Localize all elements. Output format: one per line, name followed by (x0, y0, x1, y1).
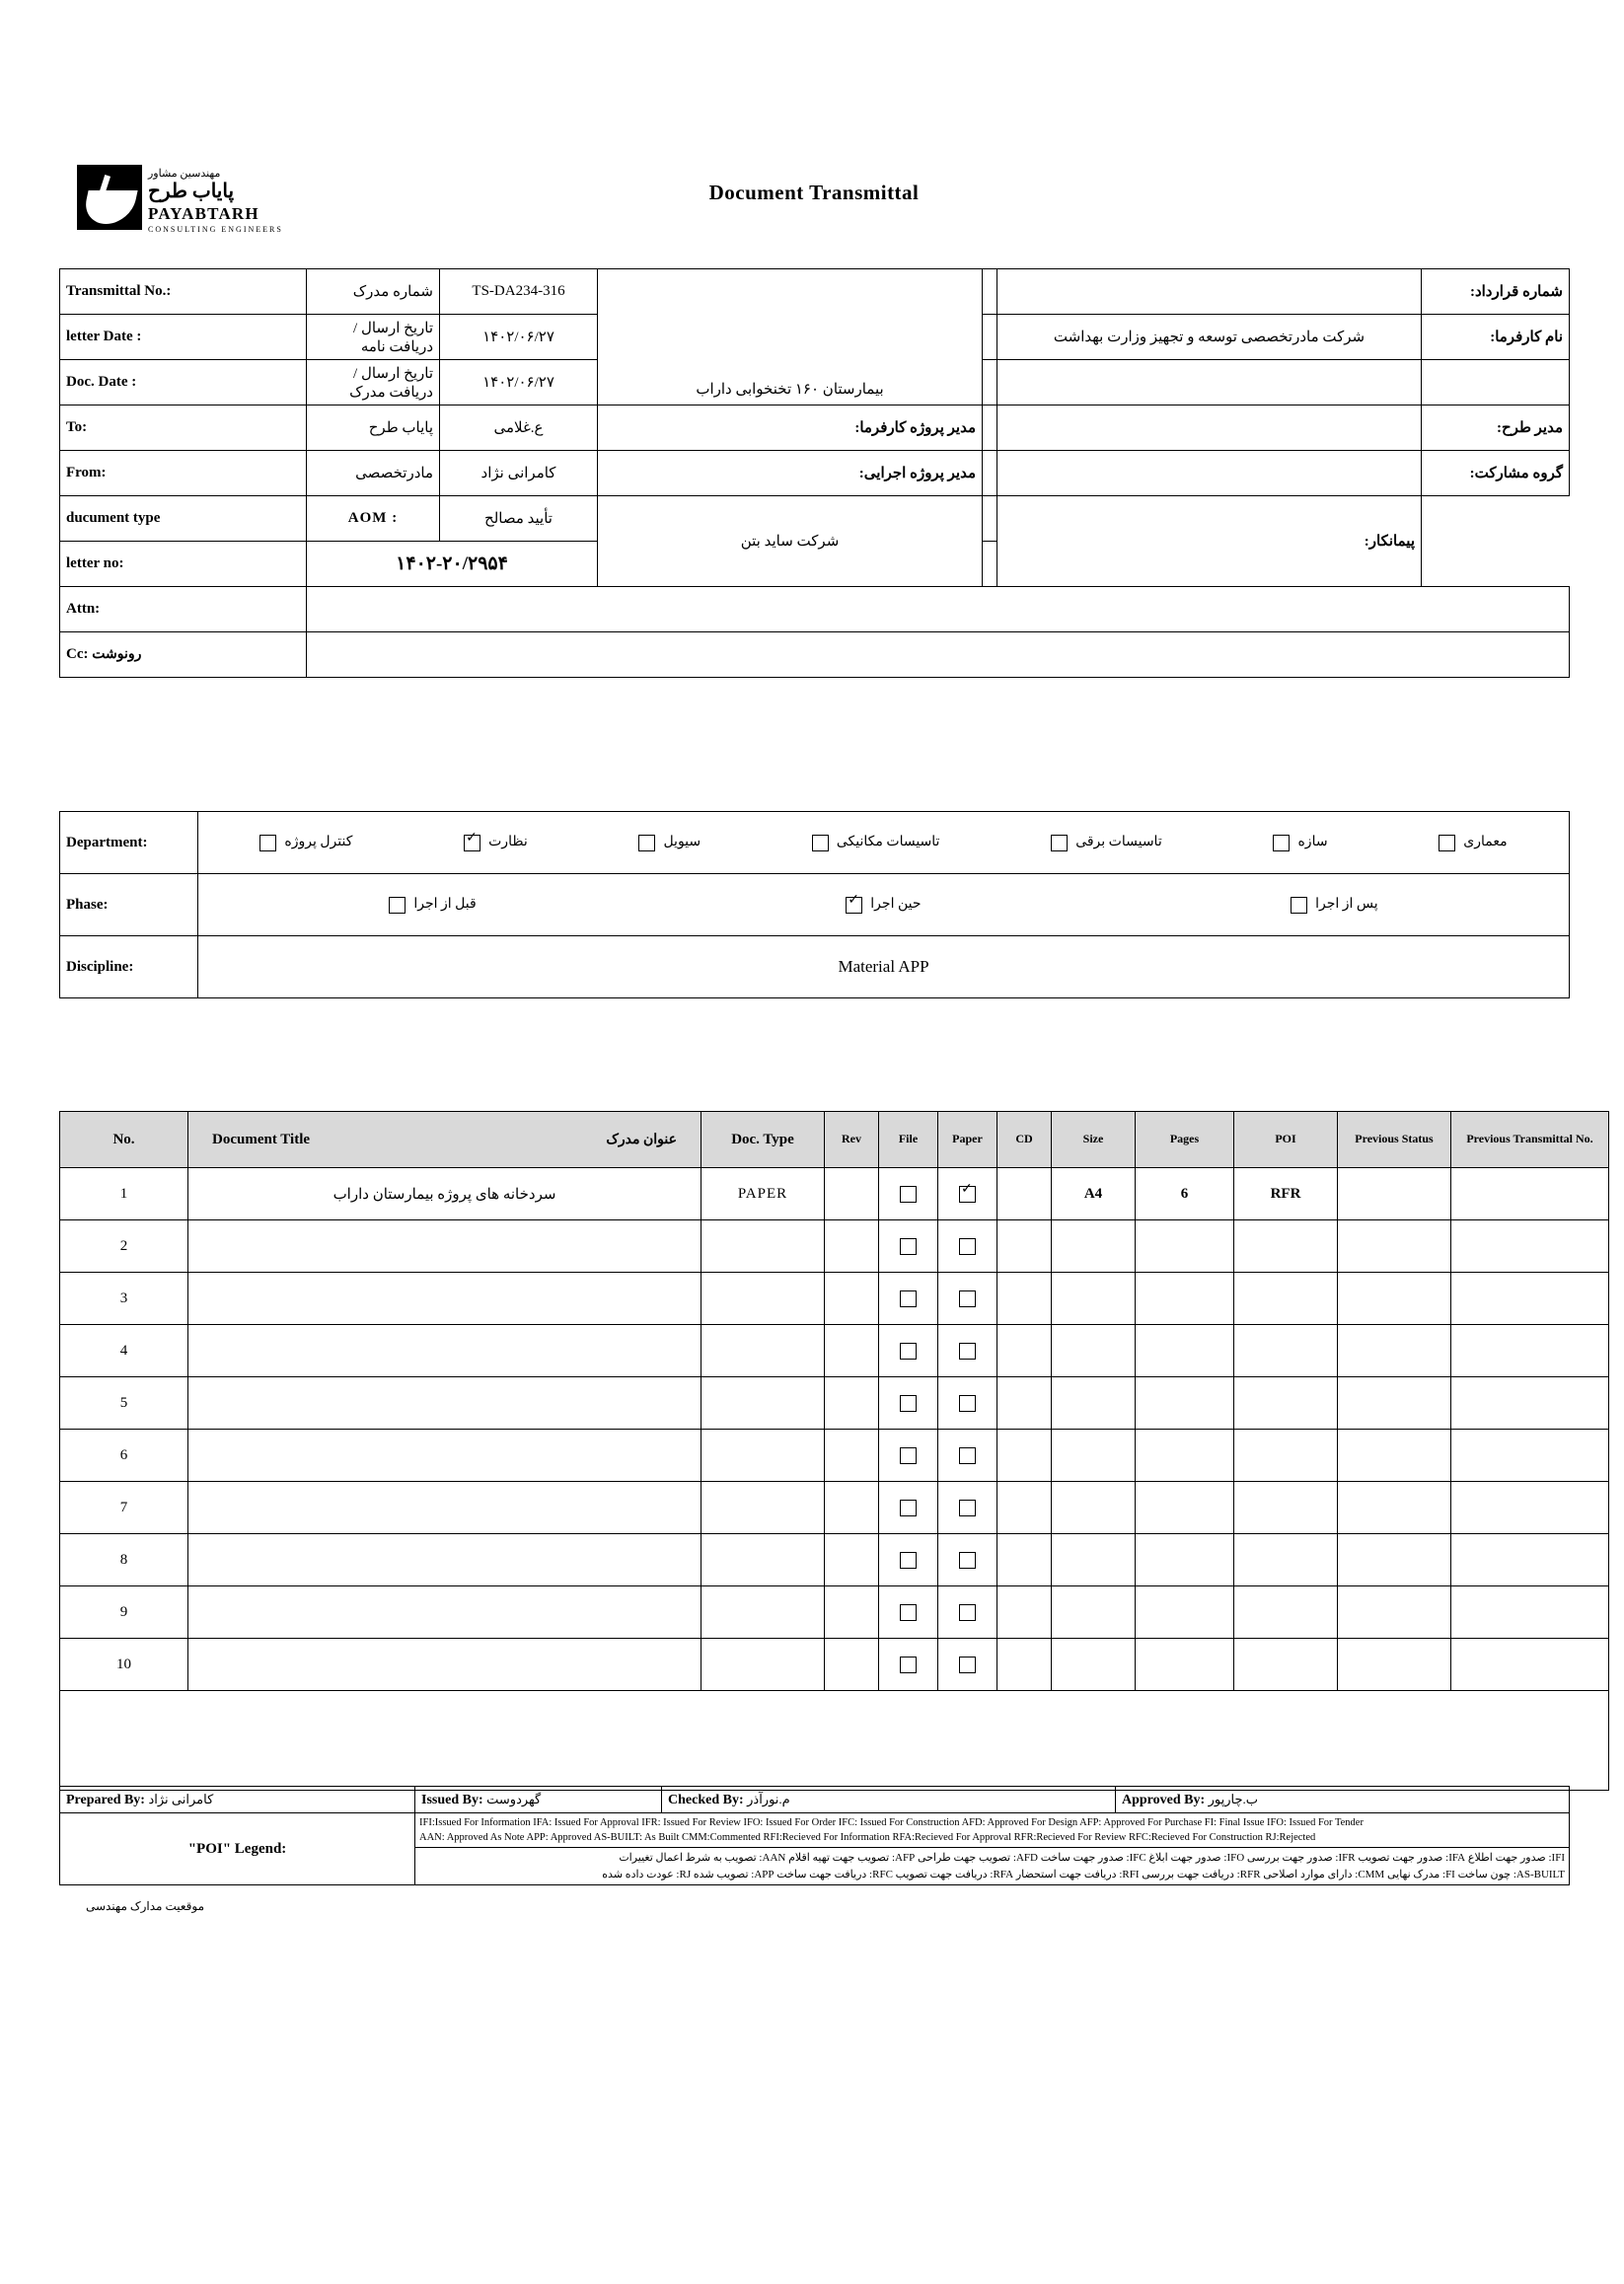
blank-value (997, 360, 1422, 405)
dept-option-label: تاسیسات برقی (1075, 835, 1162, 850)
to-value-fa: پایاب طرح (307, 405, 440, 451)
row-prev-transmittal (1451, 1273, 1609, 1325)
dept-checkbox-control[interactable] (259, 835, 276, 851)
row-cd (997, 1430, 1052, 1482)
table-row (60, 1639, 1609, 1691)
row-paper-cell (938, 1273, 997, 1325)
row-size (1052, 1273, 1136, 1325)
row-poi (1234, 1639, 1338, 1691)
row-paper-checkbox[interactable] (959, 1500, 976, 1516)
row-doc-type (701, 1430, 825, 1482)
approved-by-label: Approved By: (1122, 1792, 1206, 1807)
row-poi: RFR (1234, 1168, 1338, 1220)
row-file-cell (879, 1220, 938, 1273)
from-value-fa: مادرتخصصی (307, 451, 440, 496)
row-prev-transmittal (1451, 1220, 1609, 1273)
row-size (1052, 1325, 1136, 1377)
prepared-by-cell (60, 1787, 415, 1813)
row-doc-type: PAPER (701, 1168, 825, 1220)
phase-option-label: پس از اجرا (1315, 897, 1378, 913)
row-paper-cell (938, 1168, 997, 1220)
phase-option-label: حین اجرا (870, 897, 922, 913)
dept-option-nezarat[interactable] (464, 834, 528, 850)
row-rev (825, 1586, 879, 1639)
poi-legend-fa (415, 1848, 1570, 1885)
row-cd (997, 1534, 1052, 1586)
poi-legend-fa-line2: AS-BUILT: چون ساخت FI: مدرک نهایی CMM: دارای موارد اصلاحی RFR: دریافت جهت بررسی RFI: دریافت جهت استحضار RFA: دریافت جهت تصویب RFC: دریافت جهت ساخت APP: تصویب شده RJ: عودت داده شده (602, 1868, 1565, 1880)
row-paper-cell (938, 1586, 997, 1639)
phase-option-label: قبل از اجرا (413, 897, 477, 913)
attn-value (307, 587, 1570, 632)
row-no: 9 (60, 1586, 188, 1639)
table-row (60, 1586, 1609, 1639)
row-prev-transmittal (1451, 1168, 1609, 1220)
discipline-label: Discipline: (60, 936, 198, 998)
table-row (60, 405, 1570, 451)
discipline-value: Material APP (198, 936, 1570, 998)
row-pages (1136, 1430, 1234, 1482)
dept-option-label: سیویل (663, 835, 701, 850)
row-paper-checkbox[interactable] (959, 1552, 976, 1569)
row-title (188, 1482, 701, 1534)
dept-checkbox-nezarat[interactable] (464, 835, 480, 851)
row-cd (997, 1273, 1052, 1325)
row-doc-type (701, 1586, 825, 1639)
table-row (60, 451, 1570, 496)
table-row (60, 874, 1570, 936)
row-paper-checkbox[interactable] (959, 1290, 976, 1307)
dept-checkbox-sazeh[interactable] (1273, 835, 1290, 851)
dept-option-memari[interactable] (1439, 834, 1507, 850)
phase-label: Phase: (60, 874, 198, 936)
signature-legend-table (59, 1786, 1570, 1885)
prepared-by-label: Prepared By: (66, 1792, 145, 1807)
row-title (188, 1220, 701, 1273)
doc-date-label: Doc. Date : (60, 360, 307, 405)
dept-option-label: معماری (1463, 835, 1508, 850)
row-size (1052, 1482, 1136, 1534)
row-file-cell (879, 1430, 938, 1482)
employer-name-value: شرکت مادرتخصصی توسعه و تجهیز وزارت بهداشت (997, 315, 1422, 360)
row-rev (825, 1430, 879, 1482)
row-size (1052, 1377, 1136, 1430)
table-row (60, 1482, 1609, 1534)
doc-date-label-fa: تاریخ ارسال /دریافت مدرک (307, 360, 440, 405)
doc-date-value: ۱۴۰۲/۰۶/۲۷ (440, 360, 598, 405)
letter-date-label-fa: تاریخ ارسال /دریافت نامه (307, 315, 440, 360)
table-row (60, 269, 1570, 315)
spacer-cell (983, 496, 997, 542)
row-title (188, 1534, 701, 1586)
row-file-cell (879, 1168, 938, 1220)
dept-option-label: تاسیسات مکانیکی (836, 835, 940, 850)
row-no: 4 (60, 1325, 188, 1377)
row-size (1052, 1220, 1136, 1273)
document-type-label: ducument type (60, 496, 307, 542)
spacer-cell (983, 360, 997, 405)
row-prev-status (1338, 1482, 1451, 1534)
legend-row (60, 1813, 1570, 1848)
document-type-value-fa: تأیید مصالح (440, 496, 598, 542)
row-prev-status (1338, 1586, 1451, 1639)
row-file-checkbox[interactable] (900, 1552, 917, 1569)
checked-by-value: م.نورآذر (747, 1791, 790, 1806)
executive-pm-value: کامرانی نژاد (440, 451, 598, 496)
row-doc-type (701, 1273, 825, 1325)
dept-option-barghi[interactable] (1051, 834, 1162, 850)
table-row (60, 1273, 1609, 1325)
poi-legend-en-line1: IFI:Issued For Information IFA: Issued For Approval IFR: Issued For Review IFO: Issued For Order IFC: Issued For Construction AFD: Approved For Design AFP: Approved For Purchase FI: Final Issue IFO: Issued For Tender (419, 1817, 1364, 1828)
contractor-name-value: شرکت ساید بتن (598, 496, 983, 587)
approved-by-value: ب.چارپور (1208, 1791, 1259, 1806)
row-paper-checkbox[interactable] (959, 1604, 976, 1621)
row-paper-cell (938, 1639, 997, 1691)
row-file-cell (879, 1273, 938, 1325)
row-pages (1136, 1586, 1234, 1639)
row-size (1052, 1586, 1136, 1639)
row-file-cell (879, 1325, 938, 1377)
checked-by-label: Checked By: (668, 1792, 744, 1807)
cc-value (307, 632, 1570, 678)
page-title: Document Transmittal (708, 181, 920, 204)
logo-en-sub: CONSULTING ENGINEERS (148, 225, 283, 234)
row-paper-cell (938, 1482, 997, 1534)
letter-date-label: letter Date : (60, 315, 307, 360)
row-no: 1 (60, 1168, 188, 1220)
row-pages (1136, 1220, 1234, 1273)
row-size (1052, 1639, 1136, 1691)
row-file-checkbox[interactable] (900, 1395, 917, 1412)
row-poi (1234, 1430, 1338, 1482)
row-prev-status (1338, 1639, 1451, 1691)
row-file-checkbox[interactable] (900, 1186, 917, 1203)
document-header (59, 153, 1569, 252)
dept-option-sazeh[interactable] (1273, 834, 1327, 850)
row-no: 2 (60, 1220, 188, 1273)
dept-option-label: نظارت (488, 835, 528, 850)
row-file-cell (879, 1482, 938, 1534)
phase-option-during[interactable] (846, 896, 921, 913)
row-poi (1234, 1220, 1338, 1273)
row-cd (997, 1586, 1052, 1639)
row-rev (825, 1325, 879, 1377)
row-paper-cell (938, 1430, 997, 1482)
row-pages (1136, 1482, 1234, 1534)
transmittal-no-label-fa: شماره مدرک (307, 269, 440, 315)
row-no: 5 (60, 1377, 188, 1430)
row-poi (1234, 1273, 1338, 1325)
row-title (188, 1325, 701, 1377)
joint-venture-value (997, 451, 1422, 496)
table-row (60, 632, 1570, 678)
employer-pm-value: ع.غلامی (440, 405, 598, 451)
table-header-row (60, 1112, 1609, 1168)
department-table (59, 811, 1570, 998)
col-header-paper: Paper (938, 1112, 997, 1168)
row-rev (825, 1168, 879, 1220)
row-cd (997, 1220, 1052, 1273)
col-header-file: File (879, 1112, 938, 1168)
table-row (60, 1325, 1609, 1377)
row-prev-transmittal (1451, 1482, 1609, 1534)
spacer-cell (983, 542, 997, 587)
row-no: 3 (60, 1273, 188, 1325)
row-pages (1136, 1273, 1234, 1325)
spacer-cell (983, 405, 997, 451)
col-header-title (188, 1112, 701, 1168)
row-title (188, 1377, 701, 1430)
col-header-title-en: Document Title (212, 1131, 311, 1147)
row-prev-transmittal (1451, 1586, 1609, 1639)
to-label: To: (60, 405, 307, 451)
row-poi (1234, 1534, 1338, 1586)
row-no: 8 (60, 1534, 188, 1586)
row-paper-cell (938, 1220, 997, 1273)
col-header-pages: Pages (1136, 1112, 1234, 1168)
logo-fa-small: مهندسین مشاور (148, 168, 221, 180)
issued-by-value: گهردوست (486, 1791, 542, 1806)
row-file-cell (879, 1534, 938, 1586)
row-rev (825, 1273, 879, 1325)
dept-checkbox-mekaniki[interactable] (812, 835, 829, 851)
table-row (60, 1534, 1609, 1586)
letter-date-value: ۱۴۰۲/۰۶/۲۷ (440, 315, 598, 360)
dept-option-mekaniki[interactable] (812, 834, 940, 850)
blank-label (1422, 360, 1570, 405)
employer-name-label: نام کارفرما: (1422, 315, 1570, 360)
dept-checkbox-barghi[interactable] (1051, 835, 1068, 851)
row-file-checkbox[interactable] (900, 1238, 917, 1255)
col-header-doc-type: Doc. Type (701, 1112, 825, 1168)
row-title (188, 1430, 701, 1482)
phase-checkbox-before[interactable] (389, 897, 406, 914)
row-size (1052, 1534, 1136, 1586)
row-prev-status (1338, 1220, 1451, 1273)
col-header-rev: Rev (825, 1112, 879, 1168)
row-doc-type (701, 1639, 825, 1691)
spacer-cell (983, 451, 997, 496)
row-prev-status (1338, 1168, 1451, 1220)
row-cd (997, 1168, 1052, 1220)
row-title (188, 1639, 701, 1691)
row-pages (1136, 1639, 1234, 1691)
employer-pm-label: مدیر پروژه کارفرما: (598, 405, 983, 451)
row-paper-cell (938, 1325, 997, 1377)
row-rev (825, 1534, 879, 1586)
poi-legend-fa-line1: IFI: صدور جهت اطلاع IFA: صدور جهت تصویب IFR: صدور جهت بررسی IFO: صدور جهت ابلاغ IFC: صدور جهت ساخت AFD: تصویب جهت طراحی AFP: تصویب جهت تهیه اقلام AAN: تصویب به شرط اعمال تغییرات (619, 1852, 1565, 1865)
row-poi (1234, 1325, 1338, 1377)
project-name-value: بیمارستان ۱۶۰ تخنخوابی داراب (598, 269, 983, 405)
row-file-cell (879, 1377, 938, 1430)
dept-option-label: سازه (1297, 835, 1328, 850)
signature-row (60, 1787, 1570, 1813)
notes-area[interactable] (60, 1691, 1609, 1791)
notes-row (60, 1691, 1609, 1791)
col-header-poi: POI (1234, 1112, 1338, 1168)
table-row (60, 936, 1570, 998)
row-doc-type (701, 1534, 825, 1586)
row-title: سردخانه های پروژه بیمارستان داراب (188, 1168, 701, 1220)
row-no: 6 (60, 1430, 188, 1482)
row-file-checkbox[interactable] (900, 1447, 917, 1464)
row-paper-checkbox[interactable] (959, 1343, 976, 1360)
logo-fa-big: پایاب طرح (148, 181, 235, 202)
row-prev-status (1338, 1325, 1451, 1377)
spacer-cell (983, 269, 997, 315)
cc-label (60, 632, 307, 678)
poi-legend-en-line2: AAN: Approved As Note APP: Approved AS-BUILT: As Built CMM:Commented RFI:Recieved For Information RFA:Recieved For Approval RFR:Recieved For Review RFC:Recieved For Construction RJ:Rejected (419, 1832, 1316, 1844)
issued-by-label: Issued By: (421, 1792, 483, 1807)
row-cd (997, 1377, 1052, 1430)
row-paper-cell (938, 1534, 997, 1586)
poi-legend-label: "POI" Legend: (60, 1813, 415, 1885)
table-row (60, 1168, 1609, 1220)
row-rev (825, 1482, 879, 1534)
cc-label-en: Cc: (66, 646, 89, 662)
col-header-prev-transmittal: Previous Transmittal No. (1451, 1112, 1609, 1168)
checked-by-cell (662, 1787, 1116, 1813)
row-prev-status (1338, 1534, 1451, 1586)
row-pages (1136, 1377, 1234, 1430)
document-type-value: AOM : (307, 496, 440, 542)
phase-options (198, 874, 1570, 936)
phase-checkbox-during[interactable] (846, 897, 862, 914)
row-doc-type (701, 1482, 825, 1534)
row-poi (1234, 1586, 1338, 1639)
row-size: A4 (1052, 1168, 1136, 1220)
table-row (60, 1220, 1609, 1273)
logo-en: PAYABTARH (148, 204, 259, 223)
row-paper-checkbox[interactable] (959, 1186, 976, 1203)
phase-option-before[interactable] (389, 896, 476, 913)
table-row (60, 496, 1570, 542)
row-size (1052, 1430, 1136, 1482)
row-prev-transmittal (1451, 1430, 1609, 1482)
row-prev-transmittal (1451, 1377, 1609, 1430)
phase-checkbox-after[interactable] (1291, 897, 1307, 914)
row-file-checkbox[interactable] (900, 1343, 917, 1360)
row-file-checkbox[interactable] (900, 1604, 917, 1621)
row-rev (825, 1377, 879, 1430)
department-label: Department: (60, 812, 198, 874)
cc-label-fa: رونوشت (92, 647, 142, 662)
row-prev-transmittal (1451, 1534, 1609, 1586)
row-file-checkbox[interactable] (900, 1657, 917, 1673)
poi-legend-label-fa: موقعیت مدارک مهندسی (85, 1899, 205, 1913)
table-row (60, 1430, 1609, 1482)
row-no: 7 (60, 1482, 188, 1534)
row-paper-checkbox[interactable] (959, 1657, 976, 1673)
row-title (188, 1586, 701, 1639)
row-paper-checkbox[interactable] (959, 1238, 976, 1255)
col-header-prev-status: Previous Status (1338, 1112, 1451, 1168)
from-label: From: (60, 451, 307, 496)
col-header-title-fa: عنوان مدرک (606, 1132, 677, 1147)
prepared-by-value: کامرانی نژاد (148, 1791, 214, 1806)
dept-checkbox-civil[interactable] (638, 835, 655, 851)
dept-option-label: کنترل پروژه (284, 835, 353, 850)
row-paper-checkbox[interactable] (959, 1447, 976, 1464)
row-pages (1136, 1325, 1234, 1377)
col-header-no: No. (60, 1112, 188, 1168)
row-prev-status (1338, 1273, 1451, 1325)
row-doc-type (701, 1220, 825, 1273)
approved-by-cell (1116, 1787, 1570, 1813)
joint-venture-label: گروه مشارکت: (1422, 451, 1570, 496)
design-manager-label: مدیر طرح: (1422, 405, 1570, 451)
attn-label: Attn: (60, 587, 307, 632)
phase-option-after[interactable] (1291, 896, 1378, 913)
transmittal-no-value: TS-DA234-316 (440, 269, 598, 315)
row-cd (997, 1482, 1052, 1534)
row-prev-transmittal (1451, 1325, 1609, 1377)
row-pages (1136, 1534, 1234, 1586)
row-prev-status (1338, 1430, 1451, 1482)
issued-by-cell (415, 1787, 662, 1813)
transmittal-info-table (59, 268, 1570, 678)
row-title (188, 1273, 701, 1325)
col-header-size: Size (1052, 1112, 1136, 1168)
row-rev (825, 1639, 879, 1691)
row-no: 10 (60, 1639, 188, 1691)
row-prev-transmittal (1451, 1639, 1609, 1691)
transmittal-no-label: Transmittal No.: (60, 269, 307, 315)
row-doc-type (701, 1325, 825, 1377)
row-pages: 6 (1136, 1168, 1234, 1220)
spacer-cell (983, 315, 997, 360)
row-file-cell (879, 1639, 938, 1691)
employer-contract-value (997, 269, 1422, 315)
design-manager-value (997, 405, 1422, 451)
dept-option-control[interactable] (259, 834, 352, 850)
row-rev (825, 1220, 879, 1273)
row-doc-type (701, 1377, 825, 1430)
row-file-checkbox[interactable] (900, 1500, 917, 1516)
executive-pm-label: مدیر پروژه اجرایی: (598, 451, 983, 496)
row-cd (997, 1639, 1052, 1691)
row-paper-cell (938, 1377, 997, 1430)
row-prev-status (1338, 1377, 1451, 1430)
row-cd (997, 1325, 1052, 1377)
row-file-checkbox[interactable] (900, 1290, 917, 1307)
row-file-cell (879, 1586, 938, 1639)
table-row (60, 1377, 1609, 1430)
letter-no-label: letter no: (60, 542, 307, 587)
row-paper-checkbox[interactable] (959, 1395, 976, 1412)
table-row (60, 812, 1570, 874)
table-row (60, 587, 1570, 632)
dept-option-civil[interactable] (638, 834, 701, 850)
col-header-cd: CD (997, 1112, 1052, 1168)
letter-no-value: ۱۴۰۲-۲۰/۲۹۵۴ (307, 542, 598, 587)
poi-legend-en (415, 1813, 1570, 1848)
dept-checkbox-memari[interactable] (1439, 835, 1455, 851)
department-options (198, 812, 1570, 874)
row-poi (1234, 1482, 1338, 1534)
row-poi (1234, 1377, 1338, 1430)
document-list-table (59, 1111, 1609, 1791)
contract-no-label: شماره قرارداد: (1422, 269, 1570, 315)
contractor-name-label: پیمانکار: (997, 496, 1422, 587)
